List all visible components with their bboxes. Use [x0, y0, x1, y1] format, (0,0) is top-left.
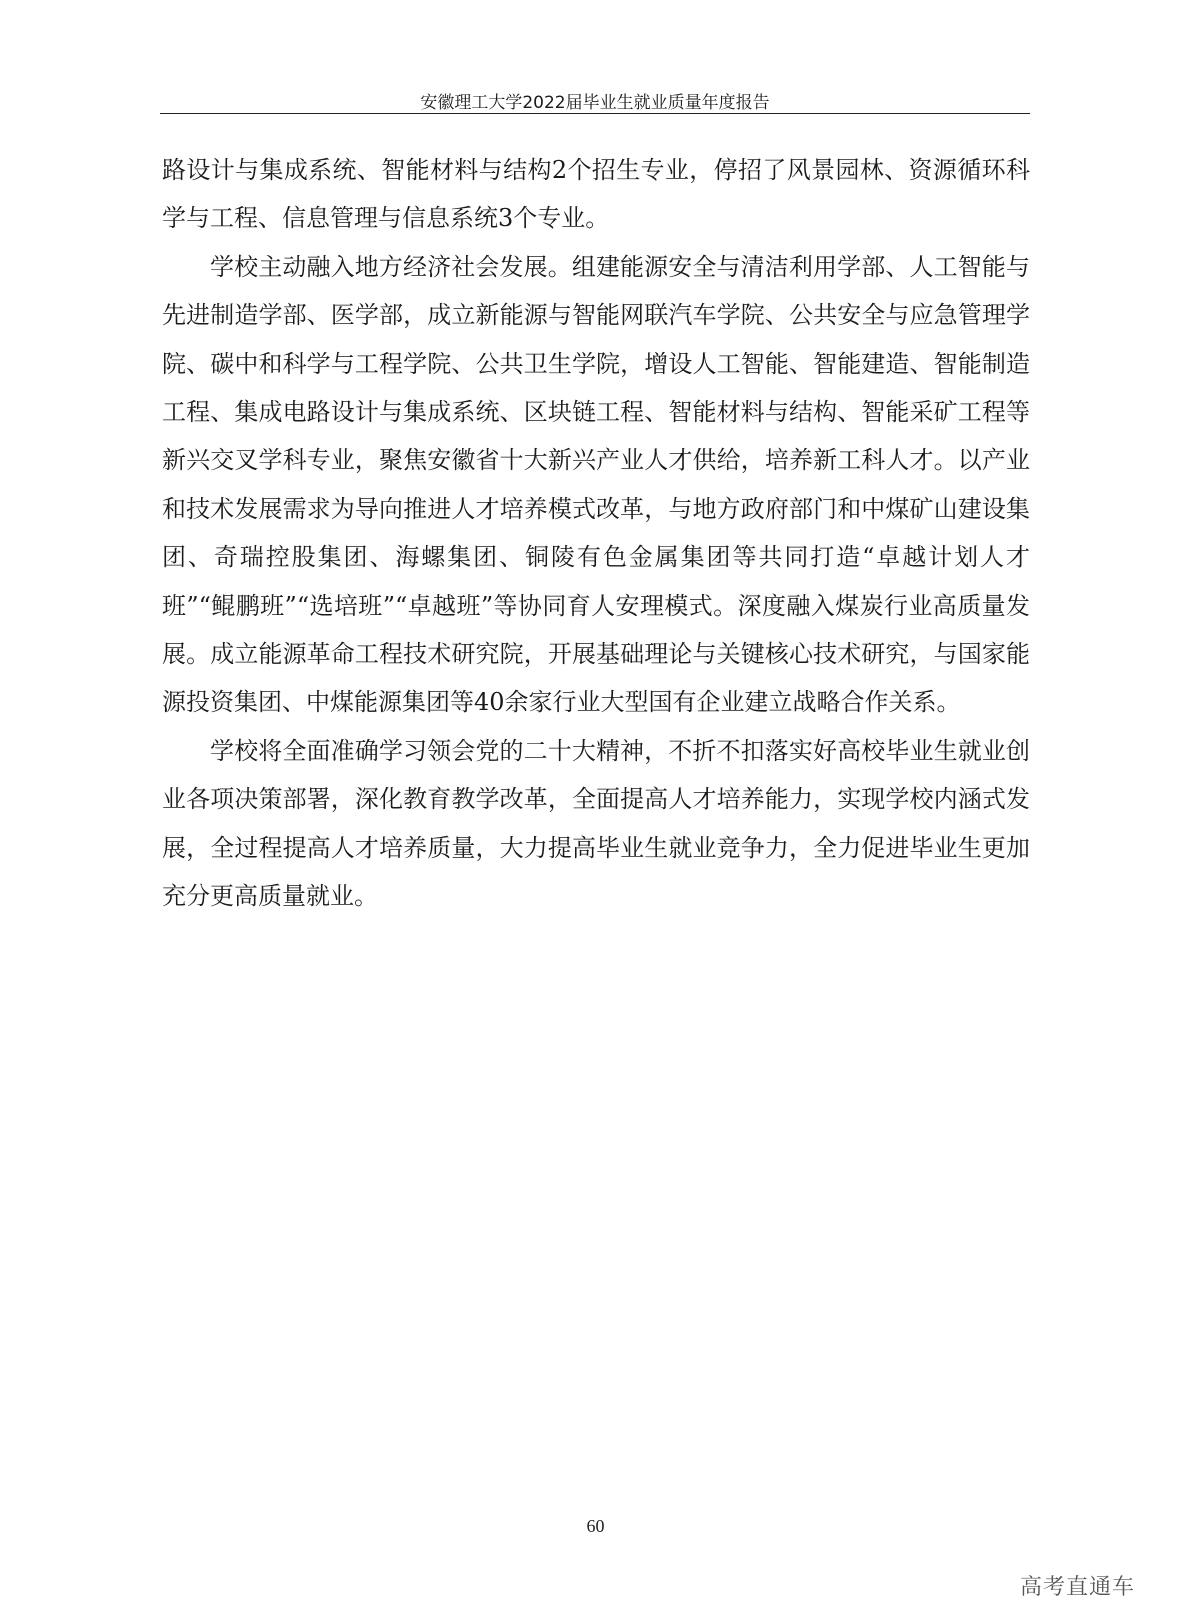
paragraph-future-plans: 学校将全面准确学习领会党的二十大精神，不折不扣落实好高校毕业生就业创业各项决策部署，深化教育教学改革，全面提高人才培养能力，实现学校内涵式发展，全过程提高人才培养质量，大力提高毕业生就业竞争力，全力促进毕业生更加充分更高质量就业。	[162, 736, 1030, 911]
page-number: 60	[586, 1516, 605, 1536]
body-text	[162, 146, 1030, 921]
running-header: 安徽理工大学2022届毕业生就业质量年度报告	[420, 93, 770, 113]
paragraph-local-development: 学校主动融入地方经济社会发展。组建能源安全与清洁利用学部、人工智能与先进制造学部、医学部，成立新能源与智能网联汽车学院、公共安全与应急管理学院、碳中和科学与工程学院、公共卫生学院，增设人工智能、智能建造、智能制造工程、集成电路设计与集成系统、区块链工程、智能材料与结构、智能采矿工程等新兴交叉学科专业，聚焦安徽省十大新兴产业人才供给，培养新工科人才。以产业和技术发展需求为导向推进人才培养模式改革，与地方政府部门和中煤矿山建设集团、奇瑞控股集团、海螺集团、铜陵有色金属集团等共同打造“卓越计划人才班”“鲲鹏班”“选培班”“卓越班”等协同育人安理模式。深度融入煤炭行业高质量发展。成立能源革命工程技术研究院，开展基础理论与关键核心技术研究，与国家能源投资集团、中煤能源集团等40余家行业大型国有企业建立战略合作关系。	[162, 252, 1030, 717]
paragraph-continuation: 路设计与集成系统、智能材料与结构2个招生专业，停招了风景园林、资源循环科学与工程、信息管理与信息系统3个专业。	[162, 156, 1030, 233]
watermark-text: 高考直通车	[1019, 1575, 1135, 1600]
header-rule	[160, 113, 1030, 114]
